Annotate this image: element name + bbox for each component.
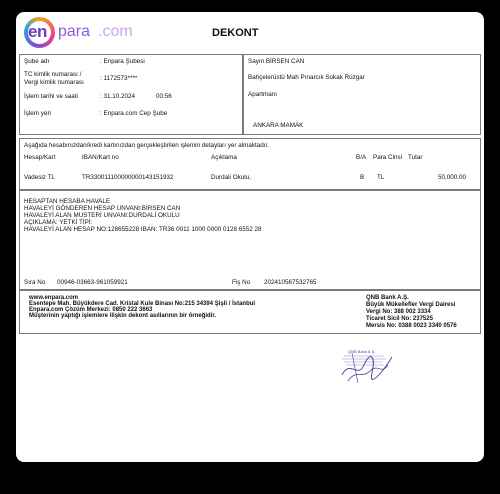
time-value: 00:56 xyxy=(156,93,172,100)
branch-label: Şube adı xyxy=(24,58,50,65)
logo-en: en xyxy=(28,22,47,41)
seq-label: Sıra No xyxy=(24,279,46,286)
branch-value: : Enpara Şubesi xyxy=(100,58,145,65)
header-account: Hesap/Kart xyxy=(24,154,56,161)
tc-value: : 1172573**** xyxy=(100,75,138,82)
footer-tax-no: Vergi No: 388 002 3334 xyxy=(366,309,431,315)
recipient-info-box xyxy=(243,54,481,135)
transaction-intro: Aşağıda hesabınızdan/kredi kartınızdan gerçekleştirilen işlemin detayları yer almaktadır. xyxy=(24,142,270,149)
header-ba: B/A xyxy=(356,154,367,161)
date-label: İşlem tarihi ve saati xyxy=(24,93,78,100)
transaction-box xyxy=(19,138,481,190)
footer-trade-no: Ticaret Sicil No: 237525 xyxy=(366,316,433,322)
footer-mersis-no: Mersis No: 0388 0023 3340 0576 xyxy=(366,323,457,329)
footer-tax-office: Büyük Mükellefler Vergi Dairesi xyxy=(366,302,456,308)
detail-line-5: HAVALEYİ ALAN HESAP NO:128655228 IBAN: TR36 0011 1000 0000 0128 6552 28 xyxy=(24,226,262,233)
footer-disclaimer: Müşterinin yaptığı işlemlere ilişkin dekont asıllarının bir örneğidir. xyxy=(29,313,217,319)
recipient-address-2: Apartmanı xyxy=(248,91,278,98)
bank-stamp-signature xyxy=(332,345,394,385)
tc-label-1: TC kimlik numarası / xyxy=(24,71,82,78)
recipient-address-1: Bahçelerüstü Mah Pınarcık Sokak Rüzgar xyxy=(248,74,365,81)
footer-box xyxy=(19,290,481,334)
place-value: : Enpara.com Cep Şube xyxy=(100,110,168,117)
detail-line-1: HESAPTAN HESABA HAVALE xyxy=(24,198,111,205)
row-amount: 50,000.00 xyxy=(438,174,467,181)
footer-address: Esentepe Mah. Büyükdere Cad. Kristal Kule Binası No:215 34394 Şişli / İstanbul xyxy=(29,301,256,307)
recipient-city: ANKARA MAMAK xyxy=(253,122,304,129)
footer-bank-name: QNB Bank A.Ş. xyxy=(366,295,409,301)
detail-line-3: HAVALEYİ ALAN MUSTERİ UNVANI:DURDALİ OKULU xyxy=(24,212,180,219)
fis-label: Fiş No xyxy=(232,279,251,286)
row-description: Durdali Okulu, xyxy=(211,174,251,181)
header-amount: Tutar xyxy=(408,154,423,161)
detail-line-4: AÇIKLAMA: YETKİ TİPİ: xyxy=(24,219,93,226)
row-iban: TR330011100000000143151932 xyxy=(82,174,174,181)
seq-value: 00946-03663-961059921 xyxy=(57,279,128,286)
footer-support: Enpara.com Çözüm Merkezi: 0850 222 3663 xyxy=(29,307,153,313)
footer-website: www.enpara.com xyxy=(29,295,79,301)
header-iban: IBAN/Kart no xyxy=(82,154,119,161)
date-value: : 31.10.2024 xyxy=(100,93,136,100)
tc-label-2: Vergi kimlik numarası xyxy=(24,79,84,86)
row-ba: B xyxy=(360,174,365,181)
receipt-card xyxy=(16,12,484,462)
detail-line-2: HAVALEYİ GÖNDEREN HESAP UNVANI:BİRSEN CAN xyxy=(24,205,181,212)
row-currency: TL xyxy=(377,174,385,181)
place-label: İşlem yeri xyxy=(24,110,51,117)
sender-info-box xyxy=(19,54,243,135)
details-box xyxy=(19,190,481,290)
logo-para: para xyxy=(58,23,91,40)
stamp-text: QNB Bank A.Ş. xyxy=(348,349,376,354)
document-title: DEKONT xyxy=(212,27,259,39)
recipient-name: Sayın BİRSEN CAN xyxy=(248,58,305,65)
header-description: Açıklama xyxy=(211,154,237,161)
fis-value: 202410567532765 xyxy=(264,279,317,286)
logo-com: .com xyxy=(98,23,133,40)
header-currency: Para Cinsi xyxy=(373,154,403,161)
row-account: Vadesiz TL xyxy=(24,174,55,181)
enpara-logo xyxy=(24,15,139,49)
